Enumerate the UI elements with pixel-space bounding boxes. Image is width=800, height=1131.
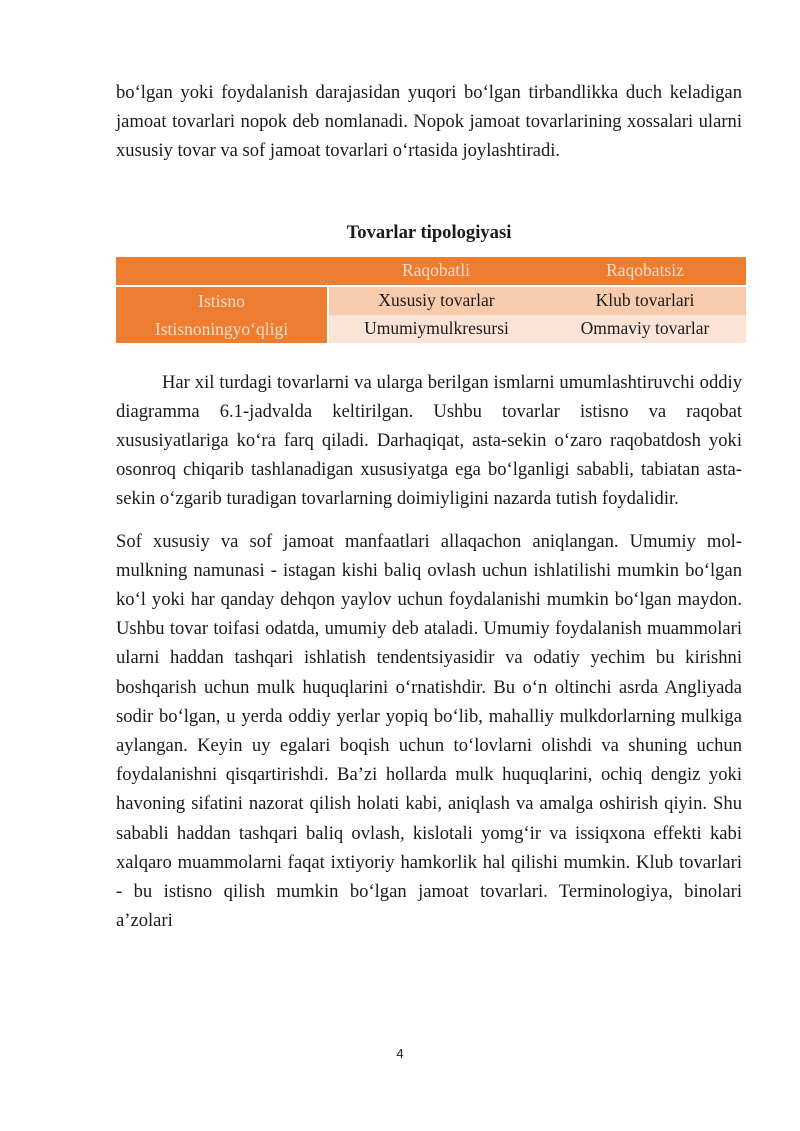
row-headers-cell	[116, 286, 328, 343]
paragraph-diagram: Har xil turdagi tovarlarni va ularga berilgan ismlarni umumlashtiruvchi oddiy diagramma 6.1-jadvalda keltirilgan. Ushbu tovarlar istisno va raqobat xususiyatlariga ko‘ra farq qiladi. Darhaqiqat, asta-sekin o‘zaro raqobatdosh yoki osonroq chiqarib tashlanadigan xususiyatga ega bo‘lganligi sababli, tabiatan asta- sekin o‘zgarib turadigan tovarlarning doimiyligini nazarda tutish foydalidir.	[116, 371, 742, 510]
table-cell-common-resources: Umumiymulkresursi	[328, 315, 544, 343]
row-header-excludable: Istisno	[198, 290, 245, 311]
table-title: Tovarlar tipologiyasi	[346, 221, 512, 243]
table-cell-club-goods: Klub tovarlari	[544, 286, 746, 315]
typology-table	[116, 257, 746, 343]
page-number: 4	[396, 1046, 404, 1061]
page-content	[116, 78, 742, 935]
paragraph-intro: bo‘lgan yoki foydalanish darajasidan yuqori bo‘lgan tirbandlikka duch keladigan jamoat tovarlari nopok deb nomlanadi. Nopok jamoat tovarlarining xossalari ularni xususiy tovar va sof jamoat tovarlari o‘rtasida joylashtiradi.	[116, 82, 742, 162]
table-cell-public-goods: Ommaviy tovarlar	[544, 315, 746, 343]
row-header-nonexcludable: Istisnoningyo‘qligi	[154, 318, 289, 339]
paragraph-commons: Sof xususiy va sof jamoat manfaatlari allaqachon aniqlangan. Umumiy mol-mulkning namunasi - istagan kishi baliq ovlash uchun ishlatilishi mumkin bo‘lgan ko‘l yoki har qanday dehqon yaylov uchun foydalanishi mumkin bo‘lgan maydon. Ushbu tovar toifasi odatda, umumiy deb ataladi. Umumiy foydalanish muammolari ularni haddan tashqari ishlatish tendentsiyasidir va odatiy yechim bu kirishni boshqarish uchun mulk huquqlarini o‘rnatishdir. Bu o‘n oltinchi asrda Angliyada sodir bo‘lgan, u yerda oddiy yerlar yopiq bo‘lib, mahalliy mulkdorlarning mulkiga aylangan. Keyin uy egalari boqish uchun to‘lovlarni olishdi va shuning uchun foydalanishni qisqartirishdi. Ba’zi hollarda mulk huquqlarini, ochiq dengiz yoki havoning sifatini nazorat qilish holati kabi, aniqlash va amalga oshirish qiyin. Shu sababli haddan tashqari baliq ovlash, kislotali yomg‘ir va issiqxona effekti kabi xalqaro muammolarni faqat ixtiyoriy hamkorlik hal qilishi mumkin. Klub tovarlari - bu istisno qilish mumkin bo‘lgan jamoat tovarlari. Terminologiya, binolari a’zolari	[116, 530, 742, 932]
table-row	[116, 286, 746, 315]
table-corner-cell	[116, 257, 328, 286]
table-cell-private-goods: Xususiy tovarlar	[328, 286, 544, 315]
col-header-rival: Raqobatli	[328, 257, 544, 286]
table-header-row	[116, 257, 746, 286]
col-header-nonrival: Raqobatsiz	[544, 257, 746, 286]
